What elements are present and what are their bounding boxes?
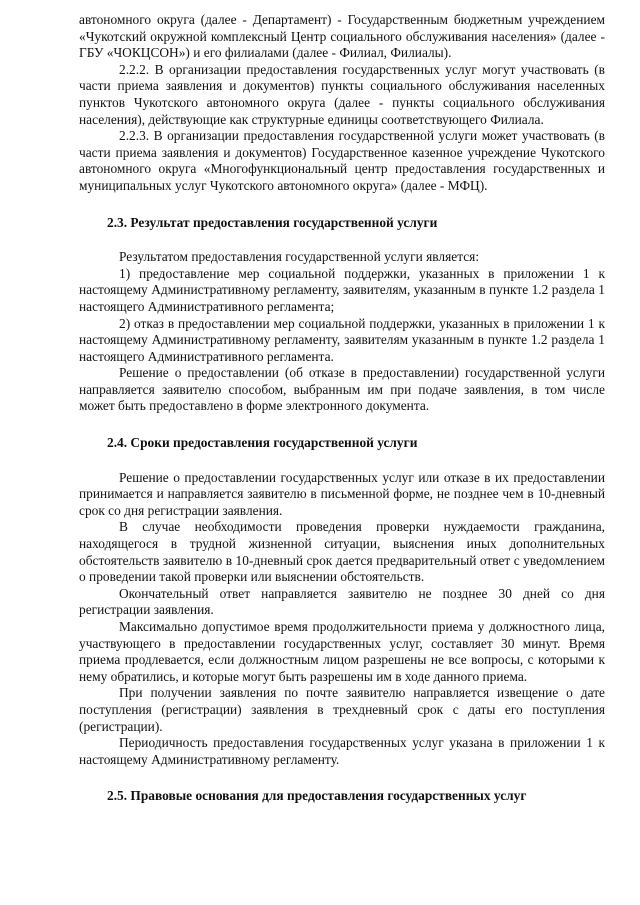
section-heading-2-5: 2.5. Правовые основания для предоставления государственных услуг — [107, 788, 527, 804]
paragraph-terms-verification: В случае необходимости проведения проверки нуждаемости гражданина, находящегося в трудной жизненной ситуации, выяснения иных дополнительных обстоятельств заявителю в 10-дневный срок дается предварительный ответ с уведомлением о проведении такой проверки или выяснении обстоятельств. — [79, 519, 605, 585]
paragraph-result-item-2: 2) отказ в предоставлении мер социальной поддержки, указанных в приложении 1 к настоящему Административному регламенту, заявителям указанным в пункте 1.2 раздела 1 настоящего Административного регламента. — [79, 315, 605, 364]
paragraph-2-2-3: 2.2.3. В организации предоставления государственной услуги может участвовать (в части приема заявления и документов) Государственное казенное учреждение Чукотского автономного округа «Многофункциональный центр предоставления государственных и муниципальных услуг Чукотского автономного округа» (далее - МФЦ). — [79, 128, 605, 193]
paragraph-2-2-2: 2.2.2. В организации предоставления государственных услуг могут участвовать (в части приема заявления и документов) пункты социального обслуживания населенных пунктов Чукотского автономного округа (далее - пункты социального обслуживания населения), действующие как структурные единицы соответствующего Филиала. — [79, 61, 605, 127]
paragraph-result-decision: Решение о предоставлении (об отказе в предоставлении) государственной услуги направляется заявителю способом, выбранным им при подаче заявления, в том числе может быть предоставлено в форме электронного документа. — [79, 365, 605, 414]
document-page — [79, 12, 605, 805]
spacer — [79, 768, 605, 788]
spacer — [79, 452, 605, 470]
section-heading-2-3: 2.3. Результат предоставления государственной услуги — [107, 214, 438, 230]
paragraph-terms-decision: Решение о предоставлении государственных услуг или отказе в их предоставлении принимается и направляется заявителю в письменной форме, не позднее чем в 10-дневный срок со дня регистрации заявления. — [79, 469, 605, 518]
paragraph-terms-final-answer: Окончательный ответ направляется заявителю не позднее 30 дней со дня регистрации заявления. — [79, 585, 605, 618]
spacer — [79, 195, 605, 215]
spacer — [79, 231, 605, 249]
spacer — [79, 415, 605, 435]
paragraph-result-item-1: 1) предоставление мер социальной поддержки, указанных в приложении 1 к настоящему Административному регламенту, заявителям, указанным в пункте 1.2 раздела 1 настоящего Административного регламента; — [79, 265, 605, 314]
paragraph-terms-reception-time: Максимально допустимое время продолжительности приема у должностного лица, участвующего в предоставлении государственных услуг, составляет 30 минут. Время приема продлевается, если должностным лицом разрешены не все вопросы, с которыми к нему обратились, и которые могут быть разрешены им в ходе данного приема. — [79, 619, 605, 684]
paragraph-result-intro: Результатом предоставления государственной услуги является: — [119, 249, 480, 265]
section-heading-2-4: 2.4. Сроки предоставления государственной услуги — [107, 435, 418, 451]
paragraph-terms-mail: При получении заявления по почте заявителю направляется извещение о дате поступления (регистрации) заявления в трехдневный срок с даты его поступления (регистрации). — [79, 685, 605, 734]
paragraph-terms-periodicity: Периодичность предоставления государственных услуг указана в приложении 1 к настоящему Административному регламенту. — [79, 735, 605, 767]
paragraph-department-continuation: автономного округа (далее - Департамент) - Государственным бюджетным учреждением «Чукотский окружной комплексный Центр социального обслуживания населения» (далее - ГБУ «ЧОКЦСОН») и его филиалами (далее - Филиал, Филиалы). — [79, 12, 605, 61]
